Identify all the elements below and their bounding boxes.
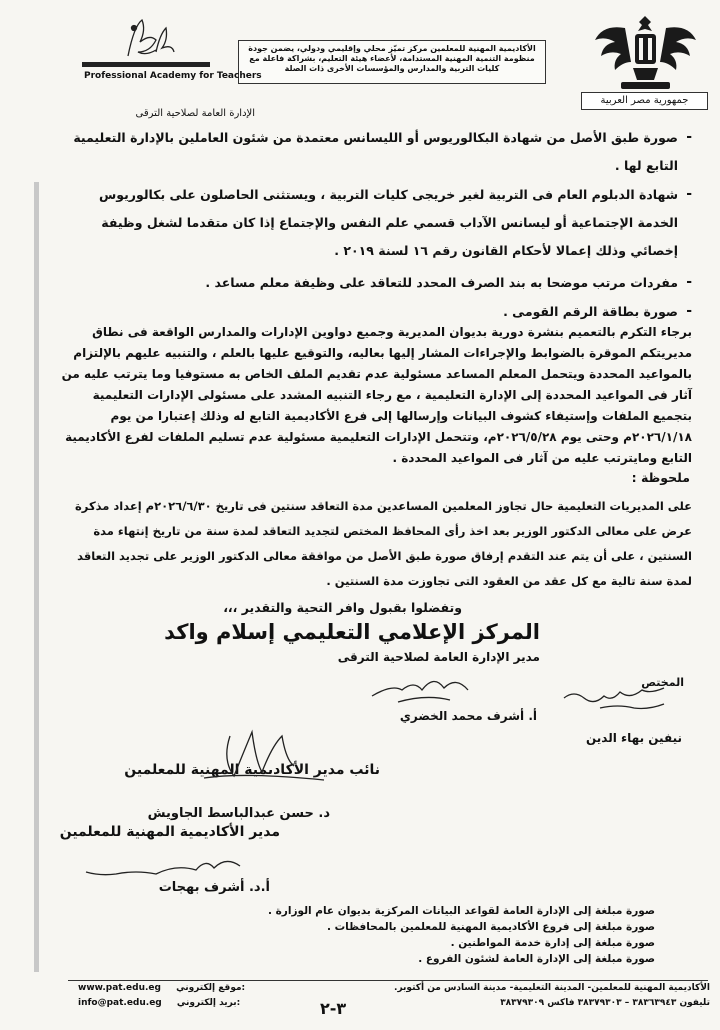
note-label: ملحوظة : <box>631 470 690 485</box>
footer-divider <box>68 980 708 981</box>
page-number: ٣-٢ <box>320 999 347 1018</box>
deputy-name: د. حسن عبدالباسط الجاويش <box>147 806 330 821</box>
copy-line: صورة مبلغة إلى فروع الأكاديمية المهنية للمعلمين بالمحافظات . <box>326 921 655 933</box>
copy-line: صورة مبلغة إلى إدارة خدمة المواطنين . <box>450 937 655 949</box>
academy-director-name: أ.د. أشرف بهجات <box>158 880 270 895</box>
academy-name-english: Professional Academy for Teachers <box>84 71 262 81</box>
footer-website-row <box>78 983 245 993</box>
footer-phones: تليفون ٣٨٣٦٣٩٤٣ – ٣٨٣٧٩٣٠٣ فاكس ٣٨٣٧٩٣٠٩ <box>500 998 710 1008</box>
director-title: مدير الإدارة العامة لصلاحية الترقى <box>337 650 540 664</box>
director-signature-icon <box>350 668 480 708</box>
requirement-item-2: شهادة الدبلوم العام فى التربية لغير خريجى كليات التربية ، ويستثنى الحاصلون على بكالوريوس الخدمة الإجتماعية أو ليسانس الآداب قسمي علم النفس والإجتماع إذا كان متقدما لشغل وظيفة إخصائي وذلك إعمالا لأحكام القانون رقم ١٦ لسنة ٢٠١٩ . <box>99 187 678 258</box>
director-name: أ. أشرف محمد الخضري <box>399 709 537 723</box>
specialist-title: المختص <box>641 676 684 689</box>
bullet-dash: - <box>686 186 692 202</box>
academy-director-signature-icon <box>80 852 250 878</box>
note-paragraph: على المديريات التعليمية حال تجاوز المعلمين المساعدين مدة التعاقد سنتين فى تاريخ ٢٠٢٦/٦/٣٠م إعداد مذكرة عرض على معالى الدكتور الوزير بعد اخذ رأى المحافظ المختص لتجديد التعاقد لمدة سنة من تاريخ إنتهاء مدة السنتين ، على أن يتم عند التقدم إرفاق صورة طبق الأصل من موافقة معالى الدكتور الوزير على تجديد التعاقد لمدة سنة تالية مع كل عقد من العقود التى تجاوزت مدة السنتين . <box>75 499 692 588</box>
website-label: موقع إلكتروني: <box>176 983 246 993</box>
deputy-signature-icon <box>190 718 340 794</box>
specialist-handwritten-note <box>564 711 684 712</box>
specialist-signature-icon <box>560 686 670 712</box>
deputy-title: نائب مدير الأكاديمية المهنية للمعلمين <box>124 762 380 778</box>
requirement-item-4: صورة بطاقة الرقم القومى . <box>503 304 678 319</box>
requirement-item-1: صورة طبق الأصل من شهادة البكالوريوس أو الليسانس معتمدة من شئون العاملين بالإدارة التعليمية التابع لها . <box>73 130 678 173</box>
specialist-name: نيفين بهاء الدين <box>585 731 682 745</box>
academy-director-title: مدير الأكاديمية المهنية للمعلمين <box>59 824 280 840</box>
country-label: جمهورية مصر العربية <box>581 92 708 110</box>
bullet-dash: - <box>686 129 692 145</box>
request-paragraph: برجاء التكرم بالتعميم بنشرة دورية بديوان المديرية وجميع دواوين الإدارات والمدارس الواقعة فى نطاق مديريتكم الموقرة بالضوابط والإجراءات المشار إليها بعاليه، والتوقيع عليها بالعلم ، والتنبيه عليهم بالإلتزام بالمواعيد المحددة ويتحمل المعلم المساعد مسئولية عدم تقديم الملف الخاص به مستوفيا وما يترتب عليه من آثار فى المواعيد المحددة إلى الإدارة التعليمية ، مع رجاء التنبيه المشدد على مسئولى الإدارات التعليمية بتجميع الملفات وإستيفاء كشوف البيانات وإرسالها إلى فرع الأكاديمية التابع له وذلك إعتبارا من يوم ٢٠٢٦/١/١٨م وحتى يوم ٢٠٢٦/٥/٢٨م، وتتحمل الإدارات التعليمية مسئولية عدم تسليم الملفات لفرع الأكاديمية التابع ومايترتب عليه من آثار فى المواعيد المحددة . <box>61 325 692 465</box>
center-stamp: المركز الإعلامي التعليمي إسلام واكد <box>164 620 540 644</box>
bullet-dash: - <box>686 303 692 319</box>
website-link[interactable]: www.pat.edu.eg <box>78 983 161 993</box>
email-label: بريد إلكتروني: <box>176 998 241 1008</box>
closing-greeting: وتفضلوا بقبول وافر التحية والتقدير ،،، <box>223 600 462 615</box>
footer-address: الأكاديمية المهنية للمعلمين- المدينة التعليمية- مدينة السادس من أكتوبر. <box>394 983 710 993</box>
email-link[interactable]: info@pat.edu.eg <box>78 998 162 1008</box>
footer-email-row <box>78 998 240 1008</box>
mission-statement: الأكاديمية المهنية للمعلمين مركز تميّز محلي وإقليمي ودولي، يضمن جودة منظومة التنمية المهنية المستدامة، لأعضاء هيئة التعليم، بشراكة فاعلة مع كليات التربية والمدارس والمؤسسات الأخرى ذات الصلة <box>238 40 546 84</box>
copy-line: صورة مبلغة إلى الإدارة العامة لشئون الفروع . <box>418 953 655 965</box>
department-header: الإدارة العامة لصلاحية الترقى <box>135 108 255 119</box>
copy-line: صورة مبلغة إلى الإدارة العامة لقواعد البيانات المركزية بديوان عام الوزارة . <box>267 905 655 917</box>
eagle-icon <box>583 8 708 94</box>
bullet-dash: - <box>686 274 692 290</box>
page-edge-bar <box>34 182 39 972</box>
academy-logo-icon <box>70 12 220 72</box>
requirement-item-3: مفردات مرتب موضحا به بند الصرف المحدد للتعاقد على وظيفة معلم مساعد . <box>205 275 678 290</box>
copies-list <box>268 903 655 967</box>
